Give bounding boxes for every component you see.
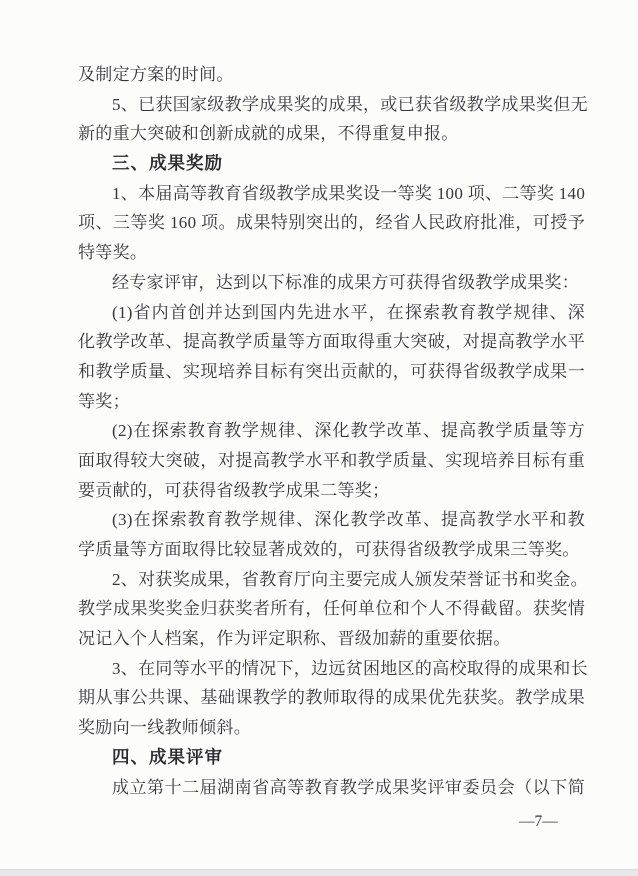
document-body — [78, 60, 588, 802]
page-bottom-edge — [0, 869, 638, 876]
body-line: 特等奖。 — [78, 243, 148, 263]
body-line: 3、在同等水平的情况下，边远贫困地区的高校取得的成果和长 — [112, 658, 588, 678]
body-line: 及制定方案的时间。 — [78, 65, 234, 84]
body-line: 教学成果奖奖金归获奖者所有，任何单位和个人不得截留。获奖情 — [78, 599, 585, 619]
body-line: 等奖； — [78, 391, 130, 411]
body-line: 和教学质量、实现培养目标有突出贡献的，可获得省级教学成果一 — [78, 361, 585, 381]
body-line: 期从事公共课、基础课教学的教师取得的成果优先获奖。教学成果 — [78, 688, 585, 708]
body-line: 学质量等方面取得比较显著成效的，可获得省级教学成果三等奖。 — [78, 540, 580, 559]
section-heading: 四、成果评审 — [112, 746, 223, 767]
body-line: 项、三等奖 160 项。成果特别突出的，经省人民政府批准，可授予 — [78, 213, 585, 233]
body-line: 新的重大突破和创新成就的成果，不得重复申报。 — [78, 124, 459, 144]
body-line: 况记入个人档案，作为评定职称、晋级加薪的重要依据。 — [78, 629, 511, 649]
section-heading: 三、成果奖励 — [112, 153, 223, 174]
body-line: 要贡献的，可获得省级教学成果二等奖； — [78, 480, 390, 500]
body-line: 经专家评审，达到以下标准的成果方可获得省级教学成果奖： — [112, 272, 580, 292]
body-line: (2)在探索教育教学规律、深化教学改革、提高教学质量等方 — [112, 421, 585, 441]
body-line: 5、已获国家级教学成果奖的成果，或已获省级教学成果奖但无 — [112, 94, 588, 114]
body-line: 化教学改革、提高教学质量等方面取得重大突破，对提高教学水平 — [78, 332, 585, 352]
body-line: 成立第十二届湖南省高等教育教学成果奖评审委员会（以下简 — [112, 777, 585, 797]
page-number: —7— — [519, 813, 558, 830]
body-line: (3)在探索教育教学规律、深化教学改革、提高教学水平和教 — [112, 510, 585, 530]
body-line: 1、本届高等教育省级教学成果奖设一等奖 100 项、二等奖 140 — [112, 183, 586, 203]
body-line: 面取得较大突破，对提高教学水平和教学质量、实现培养目标有重 — [78, 450, 585, 470]
body-line: (1)省内首创并达到国内先进水平，在探索教育教学规律、深 — [112, 302, 585, 322]
body-line: 奖励向一线教师倾斜。 — [78, 718, 251, 738]
body-line: 2、对获奖成果，省教育厅向主要完成人颁发荣誉证书和奖金。 — [112, 569, 588, 589]
